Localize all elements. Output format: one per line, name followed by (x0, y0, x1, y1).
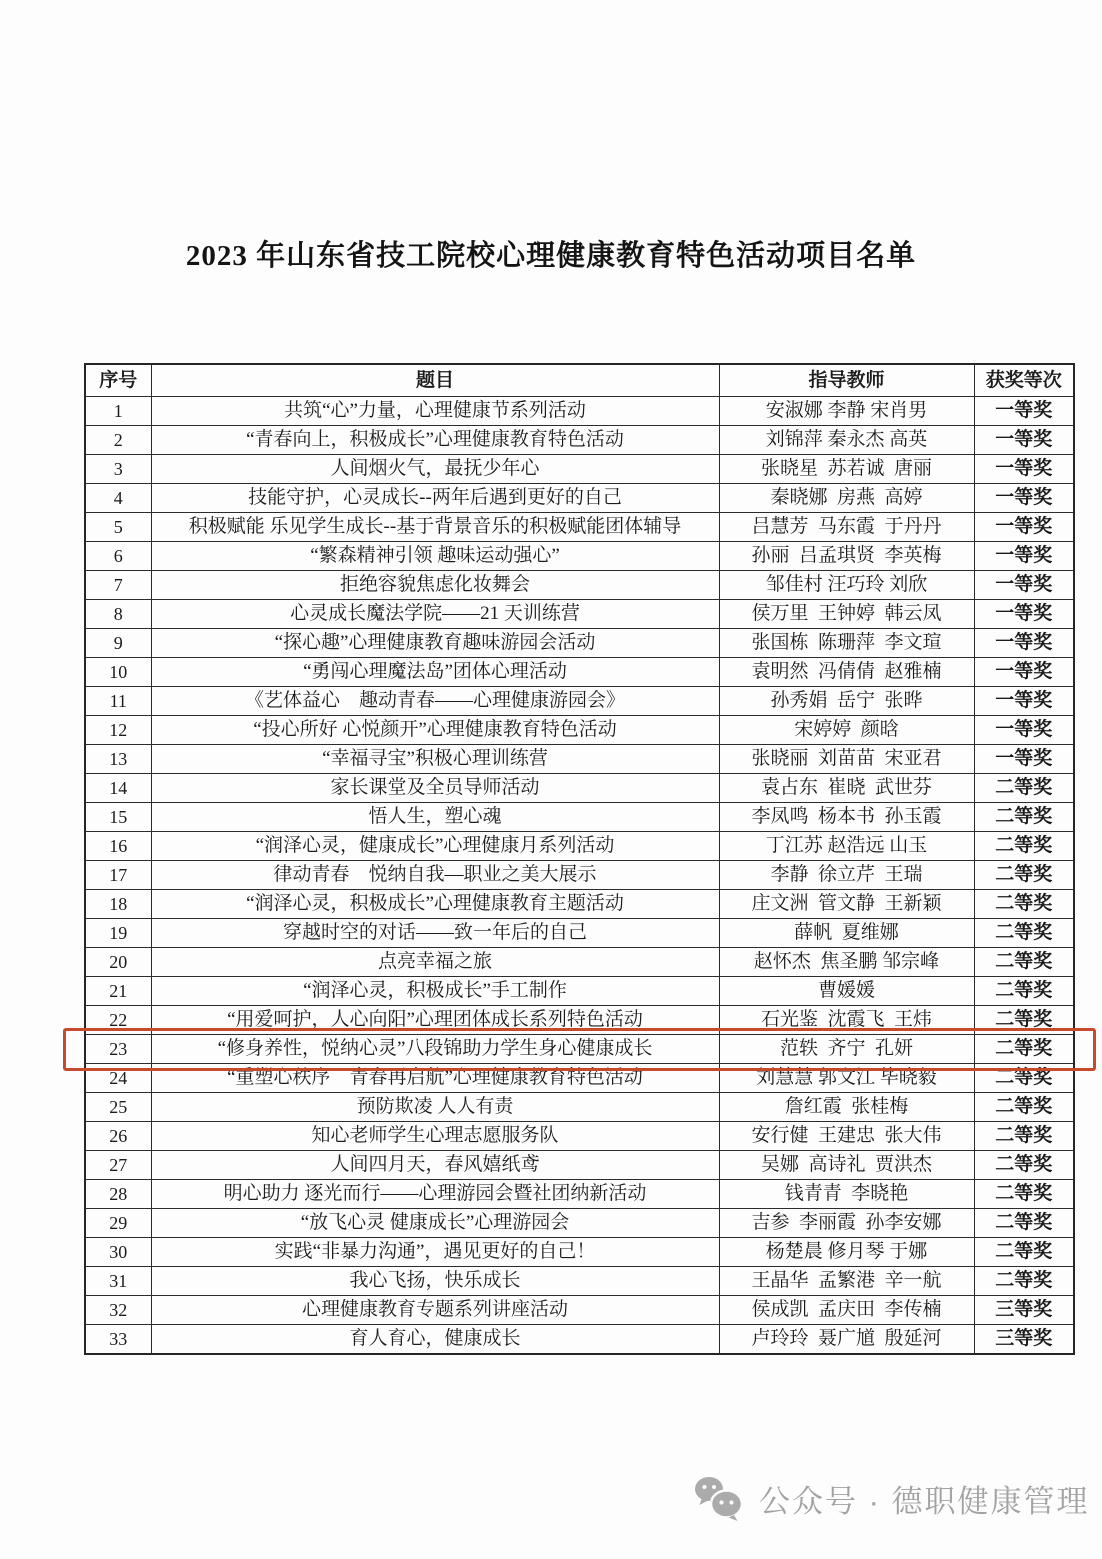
award-table (84, 363, 1075, 1355)
table-row (85, 600, 1074, 629)
table-row (85, 948, 1074, 977)
cell-teachers: 张晓丽 刘苗苗 宋亚君 (719, 745, 974, 774)
cell-title: 心灵成长魔法学院——21 天训练营 (151, 600, 719, 629)
table-row (85, 1180, 1074, 1209)
table-row (85, 861, 1074, 890)
table-row (85, 542, 1074, 571)
table-row (85, 1122, 1074, 1151)
table-row (85, 687, 1074, 716)
cell-teachers: 侯成凯 孟庆田 李传楠 (719, 1296, 974, 1325)
cell-award: 一等奖 (974, 484, 1074, 513)
cell-award: 二等奖 (974, 1180, 1074, 1209)
cell-no: 31 (85, 1267, 151, 1296)
cell-no: 14 (85, 774, 151, 803)
cell-teachers: 庄文洲 管文静 王新颖 (719, 890, 974, 919)
cell-no: 7 (85, 571, 151, 600)
cell-teachers: 秦晓娜 房燕 高婷 (719, 484, 974, 513)
table-row (85, 658, 1074, 687)
cell-award: 二等奖 (974, 1267, 1074, 1296)
cell-teachers: 范轶 齐宁 孔妍 (719, 1035, 974, 1064)
table-row (85, 774, 1074, 803)
cell-no: 17 (85, 861, 151, 890)
cell-teachers: 宋婷婷 颜晗 (719, 716, 974, 745)
cell-award: 一等奖 (974, 687, 1074, 716)
cell-title: “润泽心灵，积极成长”手工制作 (151, 977, 719, 1006)
table-row (85, 1325, 1074, 1355)
cell-teachers: 王晶华 孟繁港 辛一航 (719, 1267, 974, 1296)
cell-no: 9 (85, 629, 151, 658)
cell-no: 33 (85, 1325, 151, 1355)
table-row (85, 919, 1074, 948)
cell-no: 24 (85, 1064, 151, 1093)
cell-award: 一等奖 (974, 542, 1074, 571)
cell-award: 二等奖 (974, 977, 1074, 1006)
cell-title: 实践“非暴力沟通”，遇见更好的自己！ (151, 1238, 719, 1267)
cell-award: 二等奖 (974, 890, 1074, 919)
table-header-row (85, 364, 1074, 397)
table-row (85, 571, 1074, 600)
table-row (85, 1064, 1074, 1093)
cell-award: 二等奖 (974, 948, 1074, 977)
cell-teachers: 杨楚晨 修月琴 于娜 (719, 1238, 974, 1267)
cell-no: 15 (85, 803, 151, 832)
cell-teachers: 吴娜 高诗礼 贾洪杰 (719, 1151, 974, 1180)
cell-no: 4 (85, 484, 151, 513)
watermark (693, 1474, 1090, 1522)
table-row (85, 716, 1074, 745)
cell-title: 我心飞扬，快乐成长 (151, 1267, 719, 1296)
cell-award: 二等奖 (974, 1035, 1074, 1064)
cell-award: 二等奖 (974, 1238, 1074, 1267)
cell-title: “幸福寻宝”积极心理训练营 (151, 745, 719, 774)
cell-no: 28 (85, 1180, 151, 1209)
cell-title: 积极赋能 乐见学生成长--基于背景音乐的积极赋能团体辅导 (151, 513, 719, 542)
cell-title: 明心助力 逐光而行——心理游园会暨社团纳新活动 (151, 1180, 719, 1209)
cell-no: 30 (85, 1238, 151, 1267)
table-row (85, 455, 1074, 484)
cell-no: 19 (85, 919, 151, 948)
cell-award: 一等奖 (974, 571, 1074, 600)
cell-title: “润泽心灵，健康成长”心理健康月系列活动 (151, 832, 719, 861)
cell-title: 点亮幸福之旅 (151, 948, 719, 977)
cell-award: 一等奖 (974, 600, 1074, 629)
cell-award: 一等奖 (974, 455, 1074, 484)
cell-teachers: 钱青青 李晓艳 (719, 1180, 974, 1209)
cell-teachers: 赵怀杰 焦圣鹏 邹宗峰 (719, 948, 974, 977)
cell-teachers: 刘慧慧 郭文江 毕晓毅 (719, 1064, 974, 1093)
cell-title: 预防欺凌 人人有责 (151, 1093, 719, 1122)
cell-award: 一等奖 (974, 745, 1074, 774)
cell-no: 20 (85, 948, 151, 977)
cell-teachers: 詹红霞 张桂梅 (719, 1093, 974, 1122)
cell-no: 23 (85, 1035, 151, 1064)
cell-title: “繁森精神引领 趣味运动强心” (151, 542, 719, 571)
cell-no: 2 (85, 426, 151, 455)
cell-teachers: 石光鉴 沈霞飞 王炜 (719, 1006, 974, 1035)
cell-teachers: 丁江苏 赵浩远 山玉 (719, 832, 974, 861)
page-title: 2023 年山东省技工院校心理健康教育特色活动项目名单 (185, 240, 917, 272)
cell-title: “投心所好 心悦颜开”心理健康教育特色活动 (151, 716, 719, 745)
cell-no: 6 (85, 542, 151, 571)
cell-title: 技能守护，心灵成长--两年后遇到更好的自己 (151, 484, 719, 513)
watermark-text: 公众号 · 德职健康管理 (759, 1483, 1090, 1519)
cell-title: 《艺体益心 趣动青春——心理健康游园会》 (151, 687, 719, 716)
cell-teachers: 安淑娜 李静 宋肖男 (719, 397, 974, 426)
cell-teachers: 安行健 王建忠 张大伟 (719, 1122, 974, 1151)
cell-title: “用爱呵护，人心向阳”心理团体成长系列特色活动 (151, 1006, 719, 1035)
table-row (85, 1296, 1074, 1325)
cell-no: 22 (85, 1006, 151, 1035)
cell-no: 29 (85, 1209, 151, 1238)
wechat-icon (693, 1474, 745, 1522)
cell-award: 一等奖 (974, 513, 1074, 542)
cell-no: 26 (85, 1122, 151, 1151)
cell-award: 二等奖 (974, 1151, 1074, 1180)
table-row (85, 1093, 1074, 1122)
cell-no: 3 (85, 455, 151, 484)
cell-teachers: 邹佳村 汪巧玲 刘欣 (719, 571, 974, 600)
cell-award: 二等奖 (974, 861, 1074, 890)
table-row (85, 484, 1074, 513)
cell-title: “探心趣”心理健康教育趣味游园会活动 (151, 629, 719, 658)
cell-title: 育人育心，健康成长 (151, 1325, 719, 1355)
cell-no: 13 (85, 745, 151, 774)
table-row (85, 890, 1074, 919)
cell-title: 心理健康教育专题系列讲座活动 (151, 1296, 719, 1325)
cell-no: 18 (85, 890, 151, 919)
cell-no: 27 (85, 1151, 151, 1180)
table-row (85, 832, 1074, 861)
col-header-no: 序号 (85, 364, 151, 397)
cell-teachers: 袁明然 冯倩倩 赵雅楠 (719, 658, 974, 687)
cell-teachers: 吕慧芳 马东霞 于丹丹 (719, 513, 974, 542)
cell-award: 二等奖 (974, 1064, 1074, 1093)
col-header-teachers: 指导教师 (719, 364, 974, 397)
col-header-title: 题目 (151, 364, 719, 397)
cell-no: 1 (85, 397, 151, 426)
cell-no: 11 (85, 687, 151, 716)
table-row (85, 803, 1074, 832)
table-row (85, 1035, 1074, 1064)
cell-title: 悟人生，塑心魂 (151, 803, 719, 832)
cell-award: 一等奖 (974, 426, 1074, 455)
cell-title: 拒绝容貌焦虑化妆舞会 (151, 571, 719, 600)
table-row (85, 977, 1074, 1006)
cell-award: 三等奖 (974, 1296, 1074, 1325)
cell-no: 21 (85, 977, 151, 1006)
table-row (85, 1209, 1074, 1238)
cell-teachers: 吉参 李丽霞 孙李安娜 (719, 1209, 974, 1238)
cell-no: 12 (85, 716, 151, 745)
cell-teachers: 曹媛媛 (719, 977, 974, 1006)
cell-teachers: 袁占东 崔晓 武世芬 (719, 774, 974, 803)
cell-teachers: 孙秀娟 岳宁 张晔 (719, 687, 974, 716)
cell-title: 律动青春 悦纳自我—职业之美大展示 (151, 861, 719, 890)
cell-title: 人间烟火气，最抚少年心 (151, 455, 719, 484)
cell-title: 知心老师学生心理志愿服务队 (151, 1122, 719, 1151)
cell-teachers: 卢玲玲 聂广馗 殷延河 (719, 1325, 974, 1355)
cell-award: 二等奖 (974, 774, 1074, 803)
cell-teachers: 张晓星 苏若诚 唐丽 (719, 455, 974, 484)
cell-award: 二等奖 (974, 1006, 1074, 1035)
cell-title: “重塑心秩序 青春再启航”心理健康教育特色活动 (151, 1064, 719, 1093)
cell-teachers: 薛帆 夏维娜 (719, 919, 974, 948)
table-row (85, 629, 1074, 658)
cell-title: 家长课堂及全员导师活动 (151, 774, 719, 803)
cell-title: “放飞心灵 健康成长”心理游园会 (151, 1209, 719, 1238)
cell-award: 一等奖 (974, 716, 1074, 745)
col-header-award: 获奖等次 (974, 364, 1074, 397)
cell-award: 二等奖 (974, 1093, 1074, 1122)
table-row (85, 1006, 1074, 1035)
cell-no: 32 (85, 1296, 151, 1325)
table-row (85, 397, 1074, 426)
cell-title: “勇闯心理魔法岛”团体心理活动 (151, 658, 719, 687)
cell-award: 一等奖 (974, 629, 1074, 658)
table-row (85, 513, 1074, 542)
cell-teachers: 刘锦萍 秦永杰 高英 (719, 426, 974, 455)
cell-title: “润泽心灵，积极成长”心理健康教育主题活动 (151, 890, 719, 919)
cell-teachers: 侯万里 王钟婷 韩云凤 (719, 600, 974, 629)
cell-teachers: 李静 徐立芹 王瑞 (719, 861, 974, 890)
table-row (85, 1151, 1074, 1180)
table-row (85, 745, 1074, 774)
cell-title: 共筑“心”力量，心理健康节系列活动 (151, 397, 719, 426)
cell-award: 一等奖 (974, 658, 1074, 687)
cell-award: 二等奖 (974, 1122, 1074, 1151)
cell-teachers: 张国栋 陈珊萍 李文瑄 (719, 629, 974, 658)
cell-no: 8 (85, 600, 151, 629)
cell-no: 25 (85, 1093, 151, 1122)
cell-award: 二等奖 (974, 1209, 1074, 1238)
cell-title: 人间四月天，春风嬉纸鸢 (151, 1151, 719, 1180)
cell-title: “修身养性，悦纳心灵”八段锦助力学生身心健康成长 (151, 1035, 719, 1064)
cell-award: 二等奖 (974, 803, 1074, 832)
table-row (85, 1267, 1074, 1296)
cell-teachers: 孙丽 吕孟琪贤 李英梅 (719, 542, 974, 571)
table-row (85, 1238, 1074, 1267)
cell-award: 二等奖 (974, 832, 1074, 861)
cell-award: 三等奖 (974, 1325, 1074, 1355)
cell-no: 10 (85, 658, 151, 687)
cell-teachers: 李凤鸣 杨本书 孙玉霞 (719, 803, 974, 832)
cell-title: “青春向上，积极成长”心理健康教育特色活动 (151, 426, 719, 455)
cell-no: 16 (85, 832, 151, 861)
cell-award: 一等奖 (974, 397, 1074, 426)
cell-no: 5 (85, 513, 151, 542)
cell-title: 穿越时空的对话——致一年后的自己 (151, 919, 719, 948)
table-row (85, 426, 1074, 455)
cell-award: 二等奖 (974, 919, 1074, 948)
